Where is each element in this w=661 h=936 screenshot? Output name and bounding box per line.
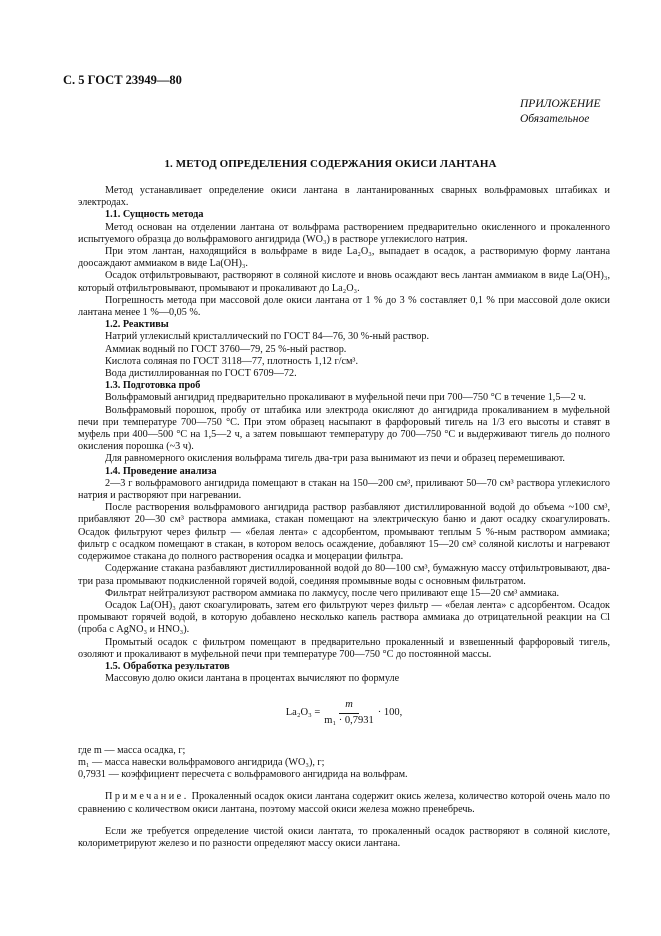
paragraph: После растворения вольфрамового ангидрида раствор разбавляют дистиллированной водой до объема ~100 см³, прибавляют 20—30 см³ раствора аммиака, стакан помещают на электрическую баню и дают осадку скоагулировать. Осадок фильтруют через фильтр — «белая лента» с адсорбентом, промывают теплым 5 %-ным раствором аммиака; фильтр с осадком помещают в стакан, в котором велось осаждение, добавляют 15—20 см³ соляной кислоты и нагревают содержимое стакана до полного растворения осадка и моцерации фильтра. [78, 502, 610, 563]
formula-fraction [324, 699, 373, 726]
paragraph: Для равномерного окисления вольфрама тигель два-три раза вынимают из печи и образец перемешивают. [105, 453, 565, 465]
heading-1-4: 1.4. Проведение анализа [105, 465, 217, 477]
page-header: С. 5 ГОСТ 23949—80 [63, 73, 182, 87]
paragraph: Погрешность метода при массовой доле окиси лантана от 1 % до 3 % составляет 0,1 % при массовой доле окиси лантана менее 1 %—0,05 %. [78, 294, 610, 319]
formula-lhs: La₂O₃ = [285, 706, 321, 718]
appendix-label: ПРИЛОЖЕНИЕ [520, 98, 601, 110]
paragraph: Промытый осадок с фильтром помещают в предварительно прокаленный и взвешенный фарфоровый тигель, озоляют и прокаливают в муфельной печи при температуре 700—750 °С до постоянной массы. [78, 636, 610, 660]
formula-rhs: · 100, [377, 706, 403, 718]
reagent-item: Кислота соляная по ГОСТ 3118—77, плотность 1,12 г/см³. [105, 355, 359, 367]
formula-legend-item: где m — масса осадка, г; [78, 744, 186, 756]
reagent-item: Аммиак водный по ГОСТ 3760—79, 25 %-ный раствор. [105, 343, 347, 355]
paragraph: 2—3 г вольфрамового ангидрида помещают в стакан на 150—200 см³, приливают 50—70 см³ раствора углекислого натрия и растворяют при нагревании. [78, 477, 610, 502]
paragraph: При этом лантан, находящийся в вольфраме в виде La₂O₃, выпадает в осадок, а растворимую форму лантана доосаждают аммиаком в виде La(OH)₃. [78, 246, 610, 270]
note-paragraph [78, 791, 610, 815]
paragraph: Содержание стакана разбавляют дистиллированной водой до 80—100 см³, бумажную массу отфильтровывают, два-три раза промывают подкисленной горячей водой, соединяя промывные воды с основным фильтратом. [78, 563, 610, 587]
reagent-item: Вода дистиллированная по ГОСТ 6709—72. [105, 368, 297, 380]
formula-legend-item: 0,7931 — коэффициент пересчета с вольфрамового ангидрида на вольфрам. [78, 769, 408, 781]
final-paragraph: Если же требуется определение чистой окиси лантата, то прокаленный осадок растворяют в соляной кислоте, колориметрируют железо и по разности определяют массу окиси лантана. [78, 825, 610, 849]
appendix-status: Обязательное [520, 113, 590, 125]
paragraph: Фильтрат нейтрализуют раствором аммиака по лакмусу, после чего приливают еще 15—20 см³ аммиака. [105, 587, 560, 599]
paragraph: Осадок La(OH)₃ дают скоагулировать, затем его фильтруют через фильтр — «белая лента» с адсорбентом. Осадок промывают горячей водой, в которую добавлено несколько капель раствора аммиака до отрицательной реакции на Cl (проба с AgNO₃ и HNO₃). [78, 599, 610, 636]
heading-1-2: 1.2. Реактивы [105, 319, 169, 331]
note-label: Примечание. [105, 791, 189, 803]
formula-denominator: m₁ · 0,7931 [324, 714, 374, 726]
appendix-label-block [520, 97, 600, 127]
heading-1-3: 1.3. Подготовка проб [105, 380, 201, 392]
paragraph: Вольфрамовый порошок, пробу от штабика или электрода окисляют до ангидрида прокаливанием в муфельной печи при температуре 700—750 °С. При этом образец насыпают в фарфоровый тигель на 1/3 его высоты и ставят в муфель при 400—500 °С на 1,5—2 ч, а затем повышают температуру до 700—750 °С и выдерживают тигель до полного окисления порошка (~3 ч). [78, 404, 610, 453]
formula-legend-item: m₁ — масса навески вольфрамового ангидрида (WO₃), г; [78, 756, 325, 768]
document-body [78, 185, 610, 850]
heading-1-1: 1.1. Сущность метода [105, 209, 204, 221]
intro-paragraph: Метод устанавливает определение окиси лантана в лантанированных сварных вольфрамовых штабиках и электродах. [78, 185, 610, 209]
note-text: Прокаленный осадок окиси лантана содержит окись железа, количество которой очень мало по сравнению с количеством окиси лантана, поэтому массой окиси железа можно пренебречь. [78, 791, 610, 815]
reagent-item: Натрий углекислый кристаллический по ГОСТ 84—76, 30 %-ный раствор. [105, 331, 429, 343]
paragraph: Вольфрамовый ангидрид предварительно прокаливают в муфельной печи при 700—750 °С в течение 1,5—2 ч. [105, 392, 586, 404]
paragraph: Метод основан на отделении лантана от вольфрама растворением предварительно окисленного и прокаленного испытуемого образца до вольфрамового ангидрида (WO₃) в растворе углекислого натрия. [78, 221, 610, 245]
heading-1-5: 1.5. Обработка результатов [105, 660, 230, 672]
formula-numerator: m [339, 699, 359, 713]
section-title: 1. МЕТОД ОПРЕДЕЛЕНИЯ СОДЕРЖАНИЯ ОКИСИ ЛАНТАНА [164, 158, 497, 170]
formula [78, 699, 610, 726]
paragraph: Осадок отфильтровывают, растворяют в соляной кислоте и вновь осаждают весь лантан аммиаком в виде La(OH)₃, который отфильтровывают, промывают и прокаливают до La₂O₃. [78, 270, 610, 294]
paragraph: Массовую долю окиси лантана в процентах вычисляют по формуле [105, 673, 400, 685]
